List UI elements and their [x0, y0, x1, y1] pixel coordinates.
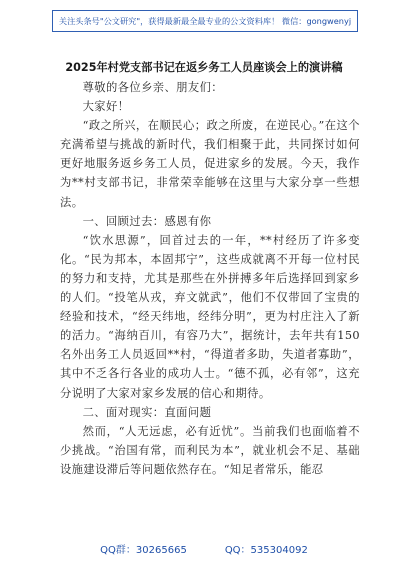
paragraph-intro: “政之所兴，在顺民心；政之所废，在逆民心。”在这个充满希望与挑战的新时代，我们相聚于此，共同探讨如何更好地服务返乡务工人员，促进家乡的发展。今天，我作为**村支部书记，非常荣幸能够在这里与大家分享一些想法。 [60, 119, 360, 209]
document-body [60, 78, 360, 479]
top-banner: 关注头条号"公文研究"，获得最新最全最专业的公文资料库！ 微信：gongwenyj [52, 10, 358, 32]
qq-group-number: QQ群：30265665 [100, 545, 187, 556]
salutation: 尊敬的各位乡亲、朋友们： [82, 81, 223, 94]
qq-number: QQ：535304092 [224, 545, 308, 556]
paragraph-challenges: 然而，“人无远虑，必有近忧”。当前我们也面临着不少挑战。“治国有常，而利民为本”，就业机会不足、基础设施建设滞后等问题依然存在。“知足者常乐，能忍 [60, 424, 360, 476]
section-heading-1: 一、回顾过去：感恩有你 [82, 214, 212, 228]
document-title: 2025年村党支部书记在返乡务工人员座谈会上的演讲稿 [65, 61, 343, 74]
greeting: 大家好！ [82, 100, 130, 114]
paragraph-review: “饮水思源”，回首过去的一年，**村经历了许多变化。“民为邦本，本固邦宁”，这些成就离不开每一位村民的努力和支持，尤其是那些在外拼搏多年后选择回到家乡的人们。“投笔从戎，弃文就武”，他们不仅带回了宝贵的经验和技术，“经天纬地，经纬分明”，更为村庄注入了新的活力。“海纳百川，有容乃大”，据统计，去年共有150名外出务工人员返回**村，“得道者多助，失道者寡助”，其中不乏各行各业的成功人士。“德不孤，必有邻”，这充分说明了大家对家乡发展的信心和期待。 [60, 233, 360, 400]
section-heading-2: 二、面对现实：直面问题 [82, 405, 212, 419]
page-footer [0, 541, 408, 556]
